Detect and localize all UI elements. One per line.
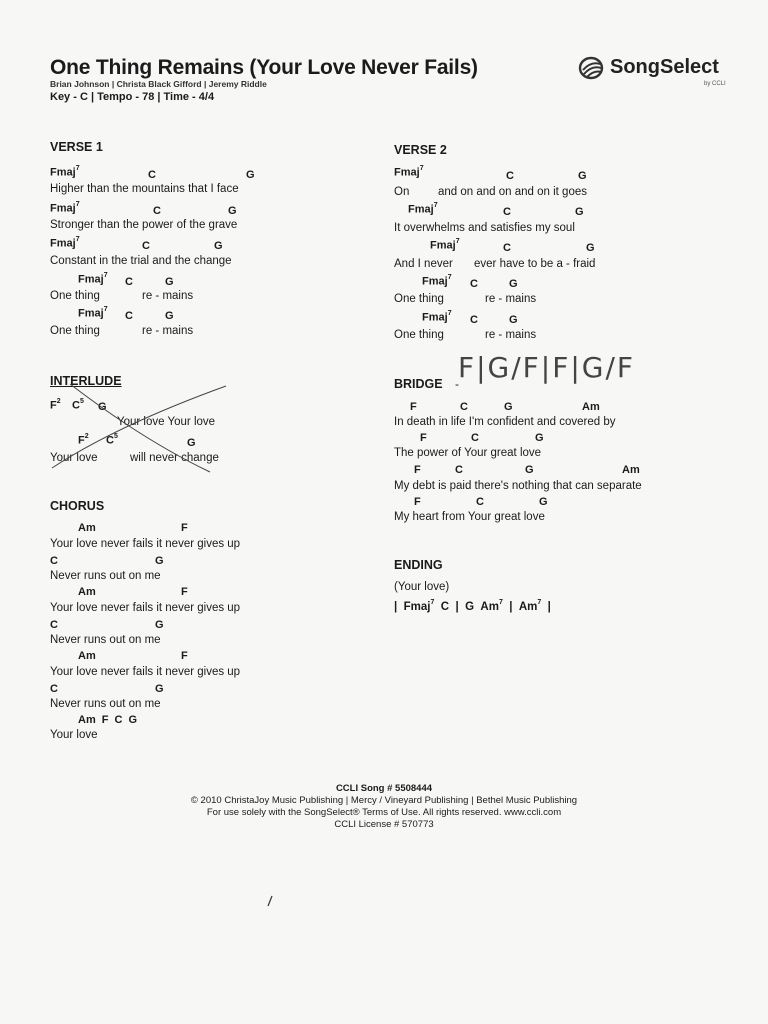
chord: $F^2$ [50,398,61,412]
chord: C [503,242,511,254]
chord: G [504,401,513,413]
chord: C [125,276,133,288]
bridge-dash: - [455,377,459,391]
lyric-line: My debt is paid there's nothing that can separate [394,480,642,492]
chord: C [50,619,58,631]
chord: G [509,278,518,290]
chord: F [181,586,188,598]
logo-text: SongSelect [610,56,719,78]
lyric-line: Never runs out on me [50,570,161,582]
lyric-line: Your love Your love [117,416,216,428]
chord: $C^5$ [72,398,84,412]
chord: Am [78,522,96,534]
chord: C [148,169,156,181]
chord: G [539,496,548,508]
lyric-line: One thing [50,290,100,302]
chord: C [153,205,161,217]
ending-chord-chart: | Fmaj$^7$ C | G Am$^7$ | Am$^7$ | [394,599,551,613]
chord: Fmaj$^7$ [78,306,108,320]
interlude-heading: INTERLUDE [50,374,122,388]
verse2-heading: VERSE 2 [394,143,447,157]
bridge-heading: BRIDGE [394,377,443,391]
chord: F [414,496,421,508]
chord: G [228,205,237,217]
ending-heading: ENDING [394,558,443,572]
lyric-line: Your love never fails it never gives up [50,602,241,614]
lyric-line: Never runs out on me [50,634,161,646]
ccli-song-number: CCLI Song # 5508444 [335,783,433,794]
lyric-line: And I never [394,258,453,270]
chord: $F^2$ [78,433,89,447]
chord: G [155,555,164,567]
lyric-line: and on and on and on it goes [438,186,587,198]
chord: C [476,496,484,508]
lyric-line: re - mains [485,329,537,341]
chord: F [414,464,421,476]
chord: C [50,683,58,695]
chord: C [470,314,478,326]
chord: F [420,432,427,444]
chord: Fmaj$^7$ [430,238,460,252]
lyric-line: re - mains [142,290,194,302]
lyric-line: re - mains [142,325,194,337]
chord: C [50,555,58,567]
handwritten-chords: F|G/F|F|G/F [458,351,635,384]
lyric-line: One thing [394,293,444,305]
lyric-line: Your love never fails it never gives up [50,666,241,678]
lyric-line: Stronger than the power of the grave [50,219,238,231]
chord: Fmaj$^7$ [422,310,452,324]
chord: Fmaj$^7$ [50,165,80,179]
chord: C [125,310,133,322]
chord: C [471,432,479,444]
chord: Fmaj$^7$ [78,272,108,286]
terms-of-use: For use solely with the SongSelect® Terms of Use. All rights reserved. www.ccli.com [206,807,562,818]
chord: G [535,432,544,444]
chord: F [410,401,417,413]
chord: C [506,170,514,182]
lyric-line: On [394,186,410,198]
chord: Am [78,650,96,662]
chord: C [455,464,463,476]
chorus-heading: CHORUS [50,499,105,513]
chord: G [155,683,164,695]
lyric-line: My heart from Your great love [394,511,545,523]
lyric-line: In death in life I'm confident and covered by [394,416,616,428]
chord: G [575,206,584,218]
lyric-line: The power of Your great love [394,447,542,459]
lyric-line: (Your love) [394,581,450,593]
chord: G [246,169,255,181]
chord: C [470,278,478,290]
chord: G [214,240,223,252]
chord: G [98,401,107,413]
chord: G [165,310,174,322]
chord: G [578,170,587,182]
chord: F [181,650,188,662]
chord: F [181,522,188,534]
chord: C [460,401,468,413]
lyric-line: Never runs out on me [50,698,161,710]
chord: C [503,206,511,218]
lyric-line: It overwhelms and satisfies my soul [394,222,575,234]
chord: Fmaj$^7$ [50,236,80,250]
lyric-line: Your love [50,452,98,464]
chord: G [525,464,534,476]
chord: C [142,240,150,252]
lyric-line: Higher than the mountains that I face [50,183,239,195]
verse1-heading: VERSE 1 [50,140,103,154]
chord: Fmaj$^7$ [394,165,424,179]
chord: Fmaj$^7$ [422,274,452,288]
copyright: © 2010 ChristaJoy Music Publishing | Mercy / Vineyard Publishing | Bethel Music Publishing [190,795,578,806]
chord: Fmaj$^7$ [408,202,438,216]
chord: G [586,242,595,254]
chord: Am [78,586,96,598]
song-authors: Brian Johnson | Christa Black Gifford | Jeremy Riddle [50,79,267,89]
chord: Am [622,464,640,476]
lyric-line: ever have to be a - fraid [474,258,596,270]
chord: Am F C G [78,714,138,726]
songselect-icon [578,55,606,81]
lyric-line: re - mains [485,293,537,305]
lyric-line: Constant in the trial and the change [50,255,232,267]
chord: Fmaj$^7$ [50,201,80,215]
pen-mark [266,895,274,907]
song-title: One Thing Remains (Your Love Never Fails) [50,56,478,79]
lyric-line: One thing [394,329,444,341]
chord: G [155,619,164,631]
lyric-line: will never change [130,452,219,464]
chord: G [187,437,196,449]
chord: G [165,276,174,288]
lyric-line: One thing [50,325,100,337]
chord: G [509,314,518,326]
song-meta: Key - C | Tempo - 78 | Time - 4/4 [50,91,215,103]
chord: Am [582,401,600,413]
crossed-out-mark [48,380,233,475]
lyric-line: Your love [50,729,98,741]
logo-sub: by CCLI [704,81,726,87]
lyric-line: Your love never fails it never gives up [50,538,241,550]
ccli-license: CCLI License # 570773 [334,819,434,830]
chord: $C^5$ [106,433,118,447]
